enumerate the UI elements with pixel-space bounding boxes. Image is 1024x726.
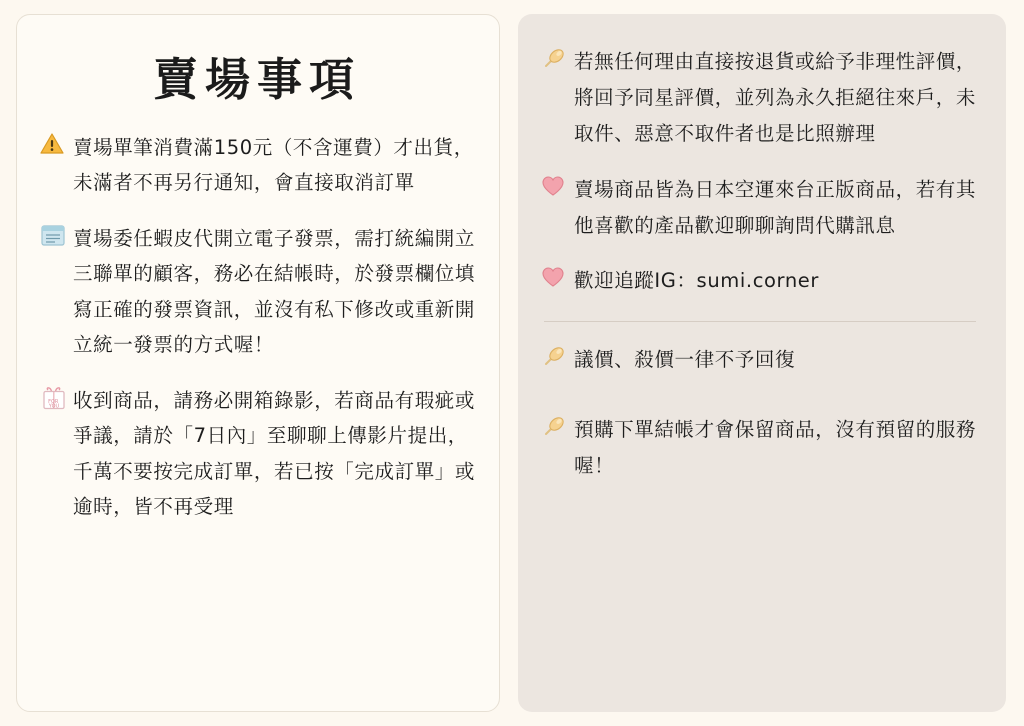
pushpin-icon [540,343,570,373]
right-panel [518,14,1006,712]
pushpin-icon [540,413,570,443]
list-item [540,412,980,484]
list-item [540,263,980,299]
list-item-text: 議價、殺價一律不予回復 [574,348,796,372]
divider [544,321,976,322]
list-item [39,383,475,525]
warning-icon [39,131,69,161]
pushpin-icon [540,45,570,75]
list-item-text: 賣場商品皆為日本空運來台正版商品，若有其他喜歡的產品歡迎聊聊詢問代購訊息 [574,177,977,237]
list-item-text: 賣場委任蝦皮代開立電子發票，需打統編開立三聯單的顧客，務必在結帳時，於發票欄位填寫正確的發票資訊，並沒有私下修改或重新開立統一發票的方式喔！ [73,226,476,357]
list-item-text: 賣場單筆消費滿150元（不含運費）才出貨，未滿者不再另行通知，會直接取消訂單 [73,136,474,195]
page-title: 賣場事項 [152,53,361,106]
list-item [540,44,980,152]
list-item-text: 預購下單結帳才會保留商品，沒有預留的服務喔！ [574,418,977,477]
receipt-icon [39,222,69,252]
list-item [39,130,475,201]
left-panel [16,14,500,712]
list-item-text: 收到商品，請務必開箱錄影，若商品有瑕疵或爭議，請於「7日內」至聊聊上傳影片提出，千萬不要按完成訂單，若已按「完成訂單」或逾時，皆不再受理 [73,388,476,519]
list-item-text: 若無任何理由直接按退貨或給予非理性評價，將回予同星評價，並列為永久拒絕往來戶，未取件、惡意不取件者也是比照辦理 [574,50,977,145]
gift-icon [39,384,69,414]
svg-text:FOR YOU: FOR YOU [48,398,60,410]
heart-icon [540,264,570,294]
heart-icon [540,173,570,203]
list-item [39,221,475,363]
list-item [540,342,980,378]
spacer [540,398,980,412]
list-item [540,172,980,244]
list-item-text: 歡迎追蹤IG：sumi.corner [574,269,819,293]
